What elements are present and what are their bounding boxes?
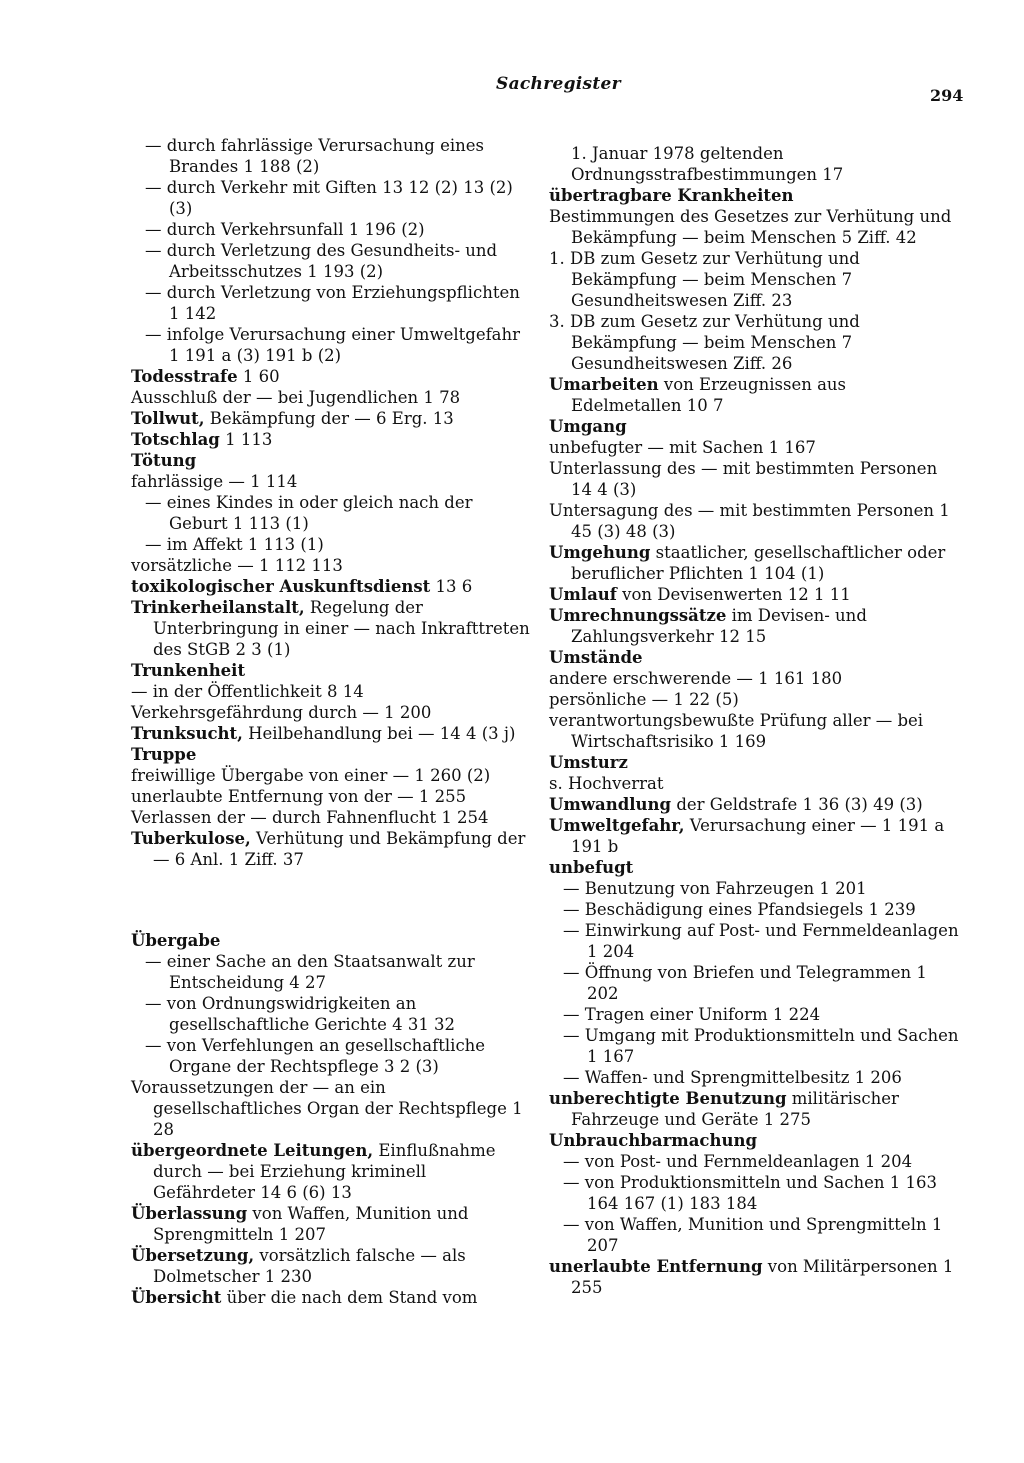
index-term: Übersetzung,	[131, 1246, 255, 1265]
index-text: fahrlässige — 1 114	[131, 472, 298, 491]
running-header: Sachregister	[496, 74, 621, 94]
index-term: Umweltgefahr,	[549, 816, 685, 835]
index-text: — von Verfehlungen an gesellschaftliche Organe der Rechtspflege 3 2 (3)	[145, 1036, 486, 1076]
index-text: Verhütung und Bekämpfung der — 6 Anl. 1 Ziff. 37	[153, 829, 526, 869]
index-text: über die nach dem Stand vom	[221, 1288, 478, 1307]
index-text: 3. DB zum Gesetz zur Verhütung und Bekämpfung — beim Menschen 7 Gesundheitswesen Ziff. 26	[549, 312, 860, 373]
index-text: — Tragen einer Uniform 1 224	[563, 1005, 821, 1024]
index-entry	[549, 1256, 959, 1298]
index-text: 13 6	[430, 577, 473, 596]
index-entry	[131, 660, 533, 681]
index-text: — durch Verletzung von Erziehungspflichten 1 142	[145, 283, 520, 323]
index-entry	[131, 1077, 533, 1140]
index-text: Regelung der Unterbringung in einer — nach Inkrafttreten des StGB 2 3 (1)	[153, 598, 530, 659]
index-entry	[549, 416, 959, 437]
index-text: 1. DB zum Gesetz zur Verhütung und Bekämpfung — beim Menschen 7 Gesundheitswesen Ziff. 23	[549, 249, 860, 310]
index-entry	[131, 597, 533, 660]
index-term: Tötung	[131, 451, 197, 470]
index-text: — von Ordnungswidrigkeiten an gesellschaftliche Gerichte 4 31 32	[145, 994, 456, 1034]
index-term: Überlassung	[131, 1204, 248, 1223]
index-subentry	[131, 1035, 533, 1077]
index-entry	[131, 1203, 533, 1245]
index-text: 1 60	[237, 367, 280, 386]
index-entry	[131, 408, 533, 429]
index-entry	[131, 1140, 533, 1203]
index-subentry	[549, 899, 959, 920]
index-subentry	[131, 993, 533, 1035]
index-term: Umgehung	[549, 543, 651, 562]
index-subentry	[131, 534, 533, 555]
index-text: — Benutzung von Fahrzeugen 1 201	[563, 879, 867, 898]
index-text: — durch Verletzung des Gesundheits- und Arbeitsschutzes 1 193 (2)	[145, 241, 498, 281]
index-entry	[549, 248, 959, 311]
index-text: — Waffen- und Sprengmittelbesitz 1 206	[563, 1068, 902, 1087]
index-subentry	[549, 1025, 959, 1067]
index-term: Umgang	[549, 417, 627, 436]
index-term: Totschlag	[131, 430, 220, 449]
index-text: — infolge Verursachung einer Umweltgefahr 1 191 a (3) 191 b (2)	[145, 325, 521, 365]
index-subentry	[131, 282, 533, 324]
section-gap	[131, 870, 533, 930]
index-entry	[549, 185, 959, 206]
index-text: persönliche — 1 22 (5)	[549, 690, 739, 709]
index-entry	[549, 773, 959, 794]
index-subentry	[131, 492, 533, 534]
index-term: Trinkerheilanstalt,	[131, 598, 305, 617]
index-term: Übergabe	[131, 931, 221, 950]
index-entry	[549, 374, 959, 416]
index-text: — einer Sache an den Staatsanwalt zur Entscheidung 4 27	[145, 952, 475, 992]
index-text: Unterlassung des — mit bestimmten Personen 14 4 (3)	[549, 459, 938, 499]
index-entry	[549, 710, 959, 752]
index-entry	[131, 450, 533, 471]
index-column-left	[131, 135, 533, 1308]
index-text: 1 113	[219, 430, 273, 449]
index-term: Trunkenheit	[131, 661, 246, 680]
index-text: 1. Januar 1978 geltenden Ordnungsstrafbestimmungen 17	[571, 144, 844, 184]
index-text: — von Post- und Fernmeldeanlagen 1 204	[563, 1152, 913, 1171]
index-subentry	[549, 1151, 959, 1172]
index-entry	[131, 723, 533, 744]
index-text: Bekämpfung der — 6 Erg. 13	[204, 409, 454, 428]
index-entry	[549, 206, 959, 248]
index-text: von Devisenwerten 12 1 11	[616, 585, 851, 604]
index-text: — in der Öffentlichkeit 8 14	[131, 682, 364, 701]
index-text: im Devisen- und Zahlungsverkehr 12 15	[571, 606, 867, 646]
index-term: Übersicht	[131, 1288, 222, 1307]
index-entry	[549, 647, 959, 668]
index-entry	[549, 689, 959, 710]
index-entry	[131, 576, 533, 597]
index-subentry	[549, 1172, 959, 1214]
index-term: Umstände	[549, 648, 643, 667]
index-entry	[549, 1130, 959, 1151]
index-text: s. Hochverrat	[549, 774, 664, 793]
index-text: — durch fahrlässige Verursachung eines Brandes 1 188 (2)	[145, 136, 484, 176]
index-subentry	[131, 135, 533, 177]
index-entry	[549, 815, 959, 857]
index-entry	[549, 458, 959, 500]
index-text: — Beschädigung eines Pfandsiegels 1 239	[563, 900, 916, 919]
index-term: unerlaubte Entfernung	[549, 1257, 763, 1276]
index-term: Umlauf	[549, 585, 617, 604]
index-term: Umwandlung	[549, 795, 672, 814]
index-entry	[131, 555, 533, 576]
index-term: unbefugt	[549, 858, 634, 877]
index-entry	[131, 429, 533, 450]
index-subentry	[131, 177, 533, 219]
index-entry	[131, 807, 533, 828]
index-text: Verlassen der — durch Fahnenflucht 1 254	[131, 808, 489, 827]
index-entry	[549, 605, 959, 647]
index-text: — Öffnung von Briefen und Telegrammen 1 202	[563, 963, 927, 1003]
index-entry	[549, 1088, 959, 1130]
index-text: Einflußnahme durch — bei Erziehung kriminell Gefährdeter 14 6 (6) 13	[153, 1141, 496, 1202]
index-entry	[549, 857, 959, 878]
index-entry	[549, 542, 959, 584]
index-subentry	[549, 962, 959, 1004]
index-text: — von Produktionsmitteln und Sachen 1 163 164 167 (1) 183 184	[563, 1173, 937, 1213]
index-subentry	[549, 920, 959, 962]
index-text: von Waffen, Munition und Sprengmitteln 1 207	[153, 1204, 469, 1244]
index-text: — Einwirkung auf Post- und Fernmeldeanlagen 1 204	[563, 921, 959, 961]
index-text: — Umgang mit Produktionsmitteln und Sachen 1 167	[563, 1026, 959, 1066]
index-subentry	[131, 240, 533, 282]
index-term: Trunksucht,	[131, 724, 243, 743]
index-term: toxikologischer Auskunftsdienst	[131, 577, 431, 596]
index-text: — durch Verkehrsunfall 1 196 (2)	[145, 220, 425, 239]
index-entry	[549, 794, 959, 815]
index-text: verantwortungsbewußte Prüfung aller — bei Wirtschaftsrisiko 1 169	[549, 711, 924, 751]
index-entry	[131, 930, 533, 951]
index-text: vorsätzlich falsche — als Dolmetscher 1 230	[153, 1246, 466, 1286]
index-entry	[549, 584, 959, 605]
index-term: Todesstrafe	[131, 367, 238, 386]
index-text: Bestimmungen des Gesetzes zur Verhütung und Bekämpfung — beim Menschen 5 Ziff. 42	[549, 207, 952, 247]
index-text: — eines Kindes in oder gleich nach der Geburt 1 113 (1)	[145, 493, 473, 533]
index-subentry	[131, 219, 533, 240]
index-term: Umsturz	[549, 753, 628, 772]
index-text: andere erschwerende — 1 161 180	[549, 669, 843, 688]
index-entry	[131, 681, 533, 702]
index-entry	[549, 668, 959, 689]
index-text: — von Waffen, Munition und Sprengmitteln 1 207	[563, 1215, 943, 1255]
index-term: unberechtigte Benutzung	[549, 1089, 787, 1108]
index-entry	[131, 471, 533, 492]
index-text: unerlaubte Entfernung von der — 1 255	[131, 787, 467, 806]
index-text: Verkehrsgefährdung durch — 1 200	[131, 703, 432, 722]
index-subentry	[549, 1214, 959, 1256]
index-subentry	[131, 951, 533, 993]
index-entry	[549, 500, 959, 542]
index-subentry	[549, 878, 959, 899]
index-term: übergeordnete Leitungen,	[131, 1141, 374, 1160]
index-text: Voraussetzungen der — an ein gesellschaftliches Organ der Rechtspflege 1 28	[131, 1078, 523, 1139]
index-subentry	[549, 1067, 959, 1088]
index-text: Verursachung einer — 1 191 a 191 b	[571, 816, 945, 856]
index-text: — durch Verkehr mit Giften 13 12 (2) 13 (2) (3)	[145, 178, 513, 218]
index-term: Truppe	[131, 745, 197, 764]
index-text: Heilbehandlung bei — 14 4 (3 j)	[242, 724, 516, 743]
index-text: Ausschluß der — bei Jugendlichen 1 78	[131, 388, 461, 407]
index-entry	[549, 437, 959, 458]
index-entry	[131, 1287, 533, 1308]
index-text: vorsätzliche — 1 112 113	[131, 556, 343, 575]
index-entry	[131, 702, 533, 723]
index-text: der Geldstrafe 1 36 (3) 49 (3)	[671, 795, 923, 814]
index-entry	[131, 1245, 533, 1287]
index-term: Umarbeiten	[549, 375, 659, 394]
index-text: militärischer Fahrzeuge und Geräte 1 275	[571, 1089, 899, 1129]
index-entry	[549, 752, 959, 773]
index-term: Tollwut,	[131, 409, 205, 428]
page-number: 294	[930, 86, 964, 105]
index-term: Unbrauchbarmachung	[549, 1131, 757, 1150]
index-subentry	[549, 1004, 959, 1025]
index-text: freiwillige Übergabe von einer — 1 260 (2)	[131, 766, 491, 785]
index-text: von Erzeugnissen aus Edelmetallen 10 7	[571, 375, 847, 415]
index-term: übertragbare Krankheiten	[549, 186, 794, 205]
index-text: unbefugter — mit Sachen 1 167	[549, 438, 816, 457]
index-entry	[131, 387, 533, 408]
index-term: Umrechnungssätze	[549, 606, 727, 625]
index-entry	[131, 765, 533, 786]
index-entry	[131, 744, 533, 765]
index-entry	[549, 143, 959, 185]
index-entry	[131, 786, 533, 807]
index-entry	[131, 366, 533, 387]
index-text: staatlicher, gesellschaftlicher oder beruflicher Pflichten 1 104 (1)	[571, 543, 946, 583]
index-entry	[131, 828, 533, 870]
index-term: Tuberkulose,	[131, 829, 251, 848]
index-text: — im Affekt 1 113 (1)	[145, 535, 324, 554]
index-subentry	[131, 324, 533, 366]
index-entry	[549, 311, 959, 374]
index-column-right	[549, 143, 959, 1298]
index-text: von Militärpersonen 1 255	[571, 1257, 954, 1297]
index-text: Untersagung des — mit bestimmten Personen 1 45 (3) 48 (3)	[549, 501, 950, 541]
